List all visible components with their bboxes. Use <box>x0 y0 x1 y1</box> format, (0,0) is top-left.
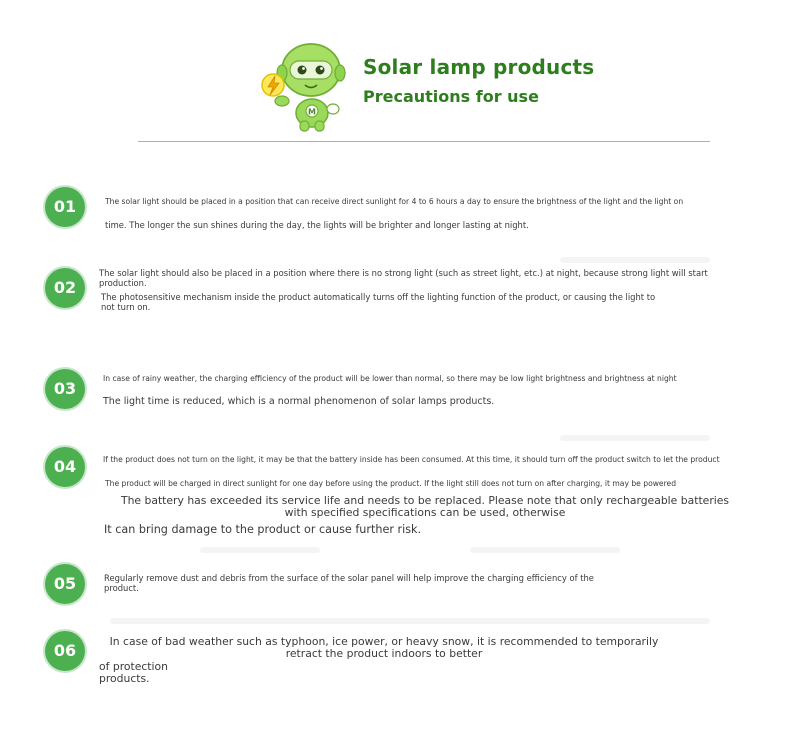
header <box>0 0 800 150</box>
step-text: In case of rainy weather, the charging efficiency of the product will be lower than normal, so there may be low light brightness and brightness at night <box>103 374 677 383</box>
step-number-badge: 03 <box>45 369 85 409</box>
step-text: The solar light should be placed in a position that can receive direct sunlight for 4 to 6 hours a day to ensure the brightness of the light and the light on <box>105 197 684 206</box>
page-subtitle: Precautions for use <box>363 87 539 106</box>
step-number-badge: 02 <box>45 268 85 308</box>
step-text: The light time is reduced, which is a normal phenomenon of solar lamps products. <box>103 396 495 407</box>
step-text: The solar light should also be placed in a position where there is no strong light (such as street light, etc.) at night, because strong light will start production. <box>99 268 708 288</box>
step-text: time. The longer the sun shines during the day, the lights will be brighter and longer lasting at night. <box>105 220 529 230</box>
ghost-line <box>110 618 710 624</box>
ghost-line <box>470 547 620 553</box>
step-text: It can bring damage to the product or cause further risk. <box>104 523 422 536</box>
page-title: Solar lamp products <box>363 55 595 79</box>
step-text: The product will be charged in direct sunlight for one day before using the product. If the light still does not turn on after charging, it may be powered <box>105 479 677 488</box>
solar-mascot-icon <box>255 35 355 135</box>
step-text: of protection products. <box>99 660 168 686</box>
step-number-badge: 04 <box>45 447 85 487</box>
ghost-line <box>560 257 710 263</box>
divider <box>138 141 710 142</box>
svg-text:M: M <box>308 107 316 117</box>
step-number-badge: 05 <box>45 564 85 604</box>
step-number-badge: 06 <box>45 631 85 671</box>
step-text: If the product does not turn on the light, it may be that the battery inside has been consumed. At this time, it should turn off the product switch to let the product <box>103 455 720 464</box>
step-text: The photosensitive mechanism inside the product automatically turns off the lighting function of the product, or causing the light to not turn on. <box>101 292 656 312</box>
ghost-line <box>200 547 320 553</box>
step-text: The battery has exceeded its service life and needs to be replaced. Please note that only rechargeable batteries with specified specifications can be used, otherwise <box>120 494 730 520</box>
ghost-line <box>560 435 710 441</box>
step-text: In case of bad weather such as typhoon, ice power, or heavy snow, it is recommended to temporarily retract the product indoors to better <box>109 635 659 661</box>
step-number-badge: 01 <box>45 187 85 227</box>
step-text: Regularly remove dust and debris from the surface of the solar panel will help improve the charging efficiency of the product. <box>104 573 594 593</box>
